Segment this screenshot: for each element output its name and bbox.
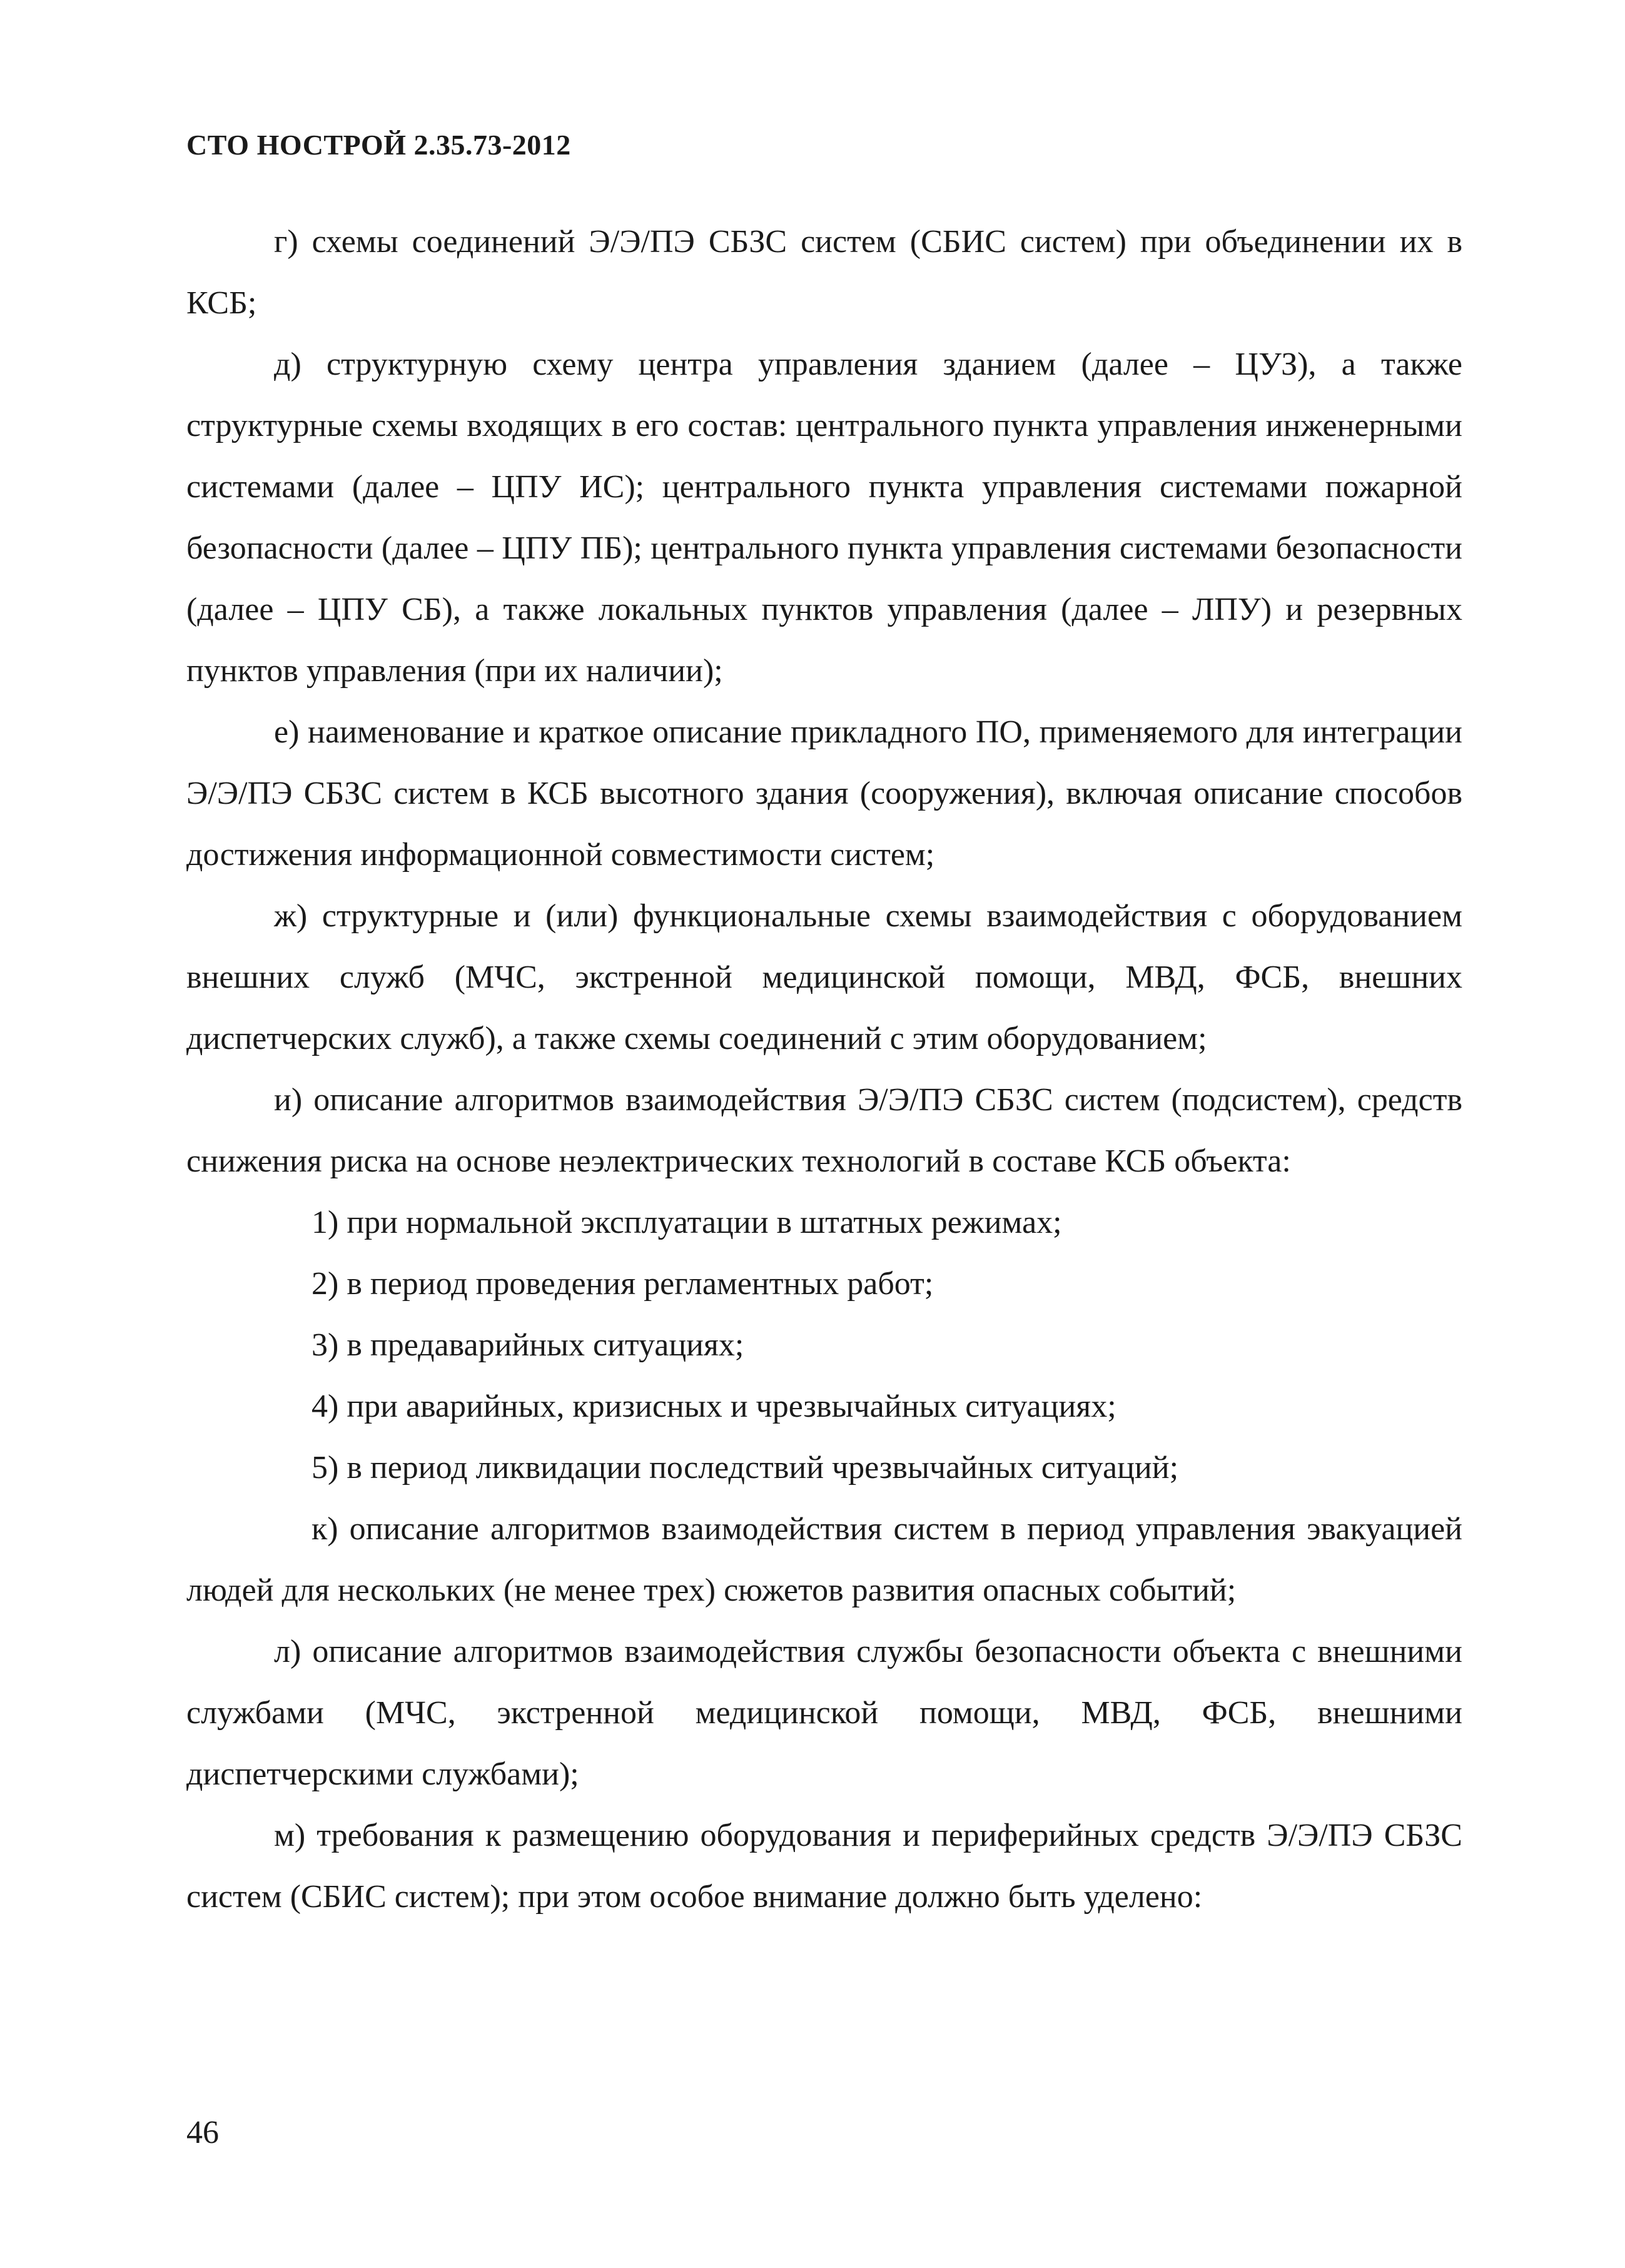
item-k: к) описание алгоритмов взаимодействия систем в период управления эвакуацией людей для нескольких (не менее трех) сюжетов развития опасных событий;	[186, 1511, 1462, 1608]
document-body	[186, 211, 1462, 1928]
item-e: е) наименование и краткое описание прикладного ПО, применяемого для интеграции Э/Э/ПЭ СБЗС систем в КСБ высотного здания (сооружения), включая описание способов достижения информационной совместимости систем;	[186, 714, 1462, 873]
item-i: и) описание алгоритмов взаимодействия Э/Э/ПЭ СБЗС систем (подсистем), средств снижения риска на основе неэлектрических технологий в составе КСБ объекта:	[186, 1082, 1462, 1179]
item-i-subitem-5: 5) в период ликвидации последствий чрезвычайных ситуаций;	[311, 1450, 1179, 1486]
page-number: 46	[186, 2115, 219, 2150]
item-i-subitem-2: 2) в период проведения регламентных работ;	[311, 1266, 934, 1302]
item-d: д) структурную схему центра управления зданием (далее – ЦУЗ), а также структурные схемы входящих в его состав: центрального пункта управления инженерными системами (далее – ЦПУ ИС); центрального пункта управления системами пожарной безопасности (далее – ЦПУ ПБ); центрального пункта управления системами безопасности (далее – ЦПУ СБ), а также локальных пунктов управления (далее – ЛПУ) и резервных пунктов управления (при их наличии);	[186, 347, 1462, 689]
item-zh: ж) структурные и (или) функциональные схемы взаимодействия с оборудованием внешних служб (МЧС, экстренной медицинской помощи, МВД, ФСБ, внешних диспетчерских служб), а также схемы соединений с этим оборудованием;	[186, 898, 1462, 1056]
item-i-subitem-4: 4) при аварийных, кризисных и чрезвычайных ситуациях;	[311, 1389, 1116, 1424]
item-i-subitem-1: 1) при нормальной эксплуатации в штатных режимах;	[311, 1205, 1062, 1240]
item-l: л) описание алгоритмов взаимодействия службы безопасности объекта с внешними службами (МЧС, экстренной медицинской помощи, МВД, ФСБ, внешними диспетчерскими службами);	[186, 1634, 1462, 1792]
document-header: СТО НОСТРОЙ 2.35.73-2012	[186, 129, 571, 161]
item-m: м) требования к размещению оборудования и периферийных средств Э/Э/ПЭ СБЗС систем (СБИС систем); при этом особое внимание должно быть уделено:	[186, 1818, 1462, 1915]
item-g: г) схемы соединений Э/Э/ПЭ СБЗС систем (СБИС систем) при объединении их в КСБ;	[186, 224, 1462, 321]
item-i-subitem-3: 3) в предаварийных ситуациях;	[311, 1327, 744, 1363]
